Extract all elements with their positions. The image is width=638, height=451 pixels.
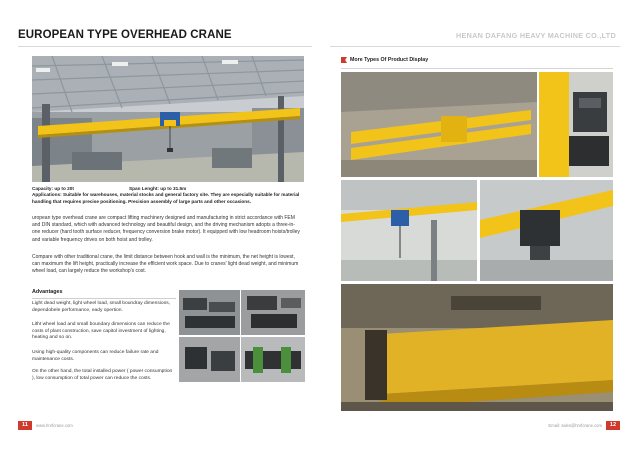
- intro-paragraph: uropean type overhead crane are compact lifting machinery designed and manufacturing in strict accordance with FEM and DIN standard, which with advanced technology and beautiful design, and the driving mechanism adopts a three-in-one reducer (hard tooth surface reducer, frequency conversion brake motor). It equipped with low headroom hoists/trolley and variable frequency drives on both hoist and trolley.: [32, 215, 300, 243]
- gallery-photo-girder-fabrication: [341, 284, 613, 411]
- gallery-photo-trolley: [480, 180, 613, 281]
- applications-spec: Applications: Suitable for warehouses, material stocks and general factory site. They are especially suitable for material handling that requires precise positioning. Precision assembly of large parts and other occasions.: [32, 192, 300, 204]
- advantage-item: Litht wheel load and small boundary dimensions can reduce the costs of plant construction, save capitol investment of lighting, heating and so on.: [32, 322, 170, 341]
- page-number-right: 12: [606, 421, 620, 430]
- gallery-title: More Types Of Product Display: [350, 57, 429, 63]
- parts-photo-1: [179, 290, 240, 335]
- gallery-photo-workshop-crane: [341, 180, 477, 281]
- advantages-title: Advantages: [32, 289, 63, 295]
- advantage-item: On the other hand, the total installed power ( power consumption ), low consumption of total power can reduce the costs.: [32, 369, 173, 381]
- parts-photo-2: [241, 290, 305, 335]
- gallery-photo-double-girder: [341, 72, 537, 177]
- website-url[interactable]: www.hnrfcrane.com: [36, 422, 73, 428]
- advantages-divider: [32, 298, 176, 299]
- advantage-item: Light dead weight, light wheel load, small boundray dimensions, dependobele performance, eady opertion.: [32, 301, 171, 313]
- parts-photo-4: [241, 337, 305, 382]
- red-flag-icon: [341, 57, 347, 63]
- page-title: EUROPEAN TYPE OVERHEAD CRANE: [18, 29, 232, 41]
- gallery-photo-hoist: [539, 72, 613, 177]
- capacity-spec: Capacity: up to 20t: [32, 186, 74, 191]
- span-spec: Span Lenght: up to 31.5m: [129, 186, 187, 191]
- header-divider-right: [330, 46, 620, 47]
- header-divider-left: [18, 46, 312, 47]
- comparison-paragraph: Compare with other traditional crane, the limit distance between hook and wall is the minimum, the net height is lowest, can maximum the lift height, practically increase the efficient work space. Due to cranes' light dead weight, and minimum wheel load, can largely reduce the workshop's cost.: [32, 254, 299, 275]
- gallery-divider: [341, 68, 613, 69]
- main-crane-photo: [32, 56, 304, 182]
- parts-photo-3: [179, 337, 240, 382]
- company-name: HENAN DAFANG HEAVY MACHINE CO.,LTD: [456, 31, 616, 40]
- page-number-left: 11: [18, 421, 32, 430]
- main-photo-caption: [32, 186, 304, 205]
- advantage-item: Using high-quality components can reduce failure rate and maintenance costs.: [32, 350, 159, 362]
- email-address[interactable]: Email: sales@hnrfcrane.com: [548, 422, 602, 428]
- footer-left: [18, 421, 73, 429]
- footer-right: [548, 421, 620, 429]
- gallery-heading: [341, 57, 428, 63]
